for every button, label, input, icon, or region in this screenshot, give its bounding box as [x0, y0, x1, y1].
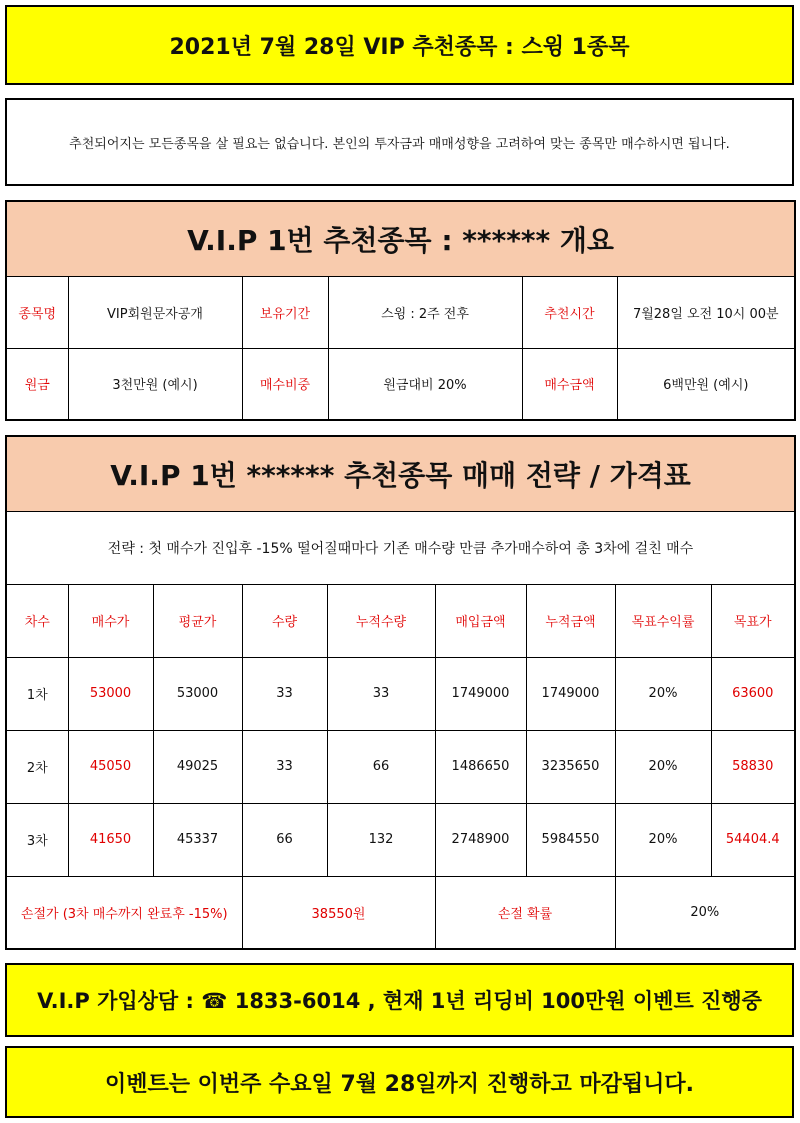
- cell-cum-amount: 3235650: [526, 730, 615, 803]
- consult-text: V.I.P 가입상담 : ☎ 1833-6014 , 현재 1년 리딩비 100만원 이벤트 진행중: [37, 989, 762, 1013]
- col-header-cum-quantity: 누적수량: [327, 584, 435, 657]
- page-title-text: 2021년 7월 28일 VIP 추천종목 : 스윙 1종목: [169, 34, 630, 60]
- cell-purchase-amount: 1486650: [435, 730, 526, 803]
- overview-label-stock-name: 종목명: [6, 276, 68, 348]
- notice-box: [5, 98, 794, 186]
- cell-target-return: 20%: [615, 657, 711, 730]
- overview-label-principal: 원금: [6, 348, 68, 420]
- cell-buy-price: 45050: [68, 730, 153, 803]
- col-header-cum-amount: 누적금액: [526, 584, 615, 657]
- strategy-header: V.I.P 1번 ****** 추천종목 매매 전략 / 가격표: [6, 436, 795, 511]
- cell-target-price: 63600: [711, 657, 795, 730]
- col-header-target-price: 목표가: [711, 584, 795, 657]
- cell-target-return: 20%: [615, 730, 711, 803]
- stoploss-row: [6, 876, 795, 949]
- strategy-note: 전략 : 첫 매수가 진입후 -15% 떨어질때마다 기존 매수량 만큼 추가매수하여 총 3차에 걸친 매수: [6, 511, 795, 584]
- col-header-target-return: 목표수익률: [615, 584, 711, 657]
- overview-label-buy-amount: 매수금액: [522, 348, 617, 420]
- table-row: [6, 730, 795, 803]
- cell-buy-price: 41650: [68, 803, 153, 876]
- col-header-purchase-amount: 매입금액: [435, 584, 526, 657]
- stoploss-value: 38550원: [242, 876, 435, 949]
- cell-purchase-amount: 1749000: [435, 657, 526, 730]
- cell-purchase-amount: 2748900: [435, 803, 526, 876]
- overview-label-rec-time: 추천시간: [522, 276, 617, 348]
- overview-value-buy-amount: 6백만원 (예시): [617, 348, 795, 420]
- cell-avg-price: 53000: [153, 657, 242, 730]
- overview-value-principal: 3천만원 (예시): [68, 348, 242, 420]
- strategy-table: [5, 435, 796, 950]
- col-header-quantity: 수량: [242, 584, 327, 657]
- overview-table: [5, 200, 796, 421]
- overview-value-buy-weight: 원금대비 20%: [328, 348, 522, 420]
- cell-round: 2차: [6, 730, 68, 803]
- col-header-buy-price: 매수가: [68, 584, 153, 657]
- overview-value-stock-name: VIP회원문자공개: [68, 276, 242, 348]
- cell-cum-amount: 5984550: [526, 803, 615, 876]
- consult-banner: [5, 963, 794, 1037]
- cell-target-price: 54404.4: [711, 803, 795, 876]
- col-header-avg-price: 평균가: [153, 584, 242, 657]
- table-row: [6, 657, 795, 730]
- stoploss-prob-value: 20%: [615, 876, 795, 949]
- cell-quantity: 33: [242, 730, 327, 803]
- cell-cum-quantity: 132: [327, 803, 435, 876]
- cell-cum-quantity: 33: [327, 657, 435, 730]
- cell-avg-price: 45337: [153, 803, 242, 876]
- overview-label-buy-weight: 매수비중: [242, 348, 328, 420]
- overview-label-holding-period: 보유기간: [242, 276, 328, 348]
- page-title: [5, 5, 794, 85]
- overview-value-holding-period: 스윙 : 2주 전후: [328, 276, 522, 348]
- cell-quantity: 33: [242, 657, 327, 730]
- strategy-column-headers: [6, 584, 795, 657]
- overview-value-rec-time: 7월28일 오전 10시 00분: [617, 276, 795, 348]
- stoploss-label: 손절가 (3차 매수까지 완료후 -15%): [6, 876, 242, 949]
- cell-avg-price: 49025: [153, 730, 242, 803]
- cell-target-price: 58830: [711, 730, 795, 803]
- table-row: [6, 803, 795, 876]
- cell-cum-amount: 1749000: [526, 657, 615, 730]
- cell-round: 3차: [6, 803, 68, 876]
- event-banner: [5, 1046, 794, 1118]
- cell-target-return: 20%: [615, 803, 711, 876]
- event-text: 이벤트는 이번주 수요일 7월 28일까지 진행하고 마감됩니다.: [104, 1071, 695, 1097]
- cell-cum-quantity: 66: [327, 730, 435, 803]
- cell-quantity: 66: [242, 803, 327, 876]
- overview-header: V.I.P 1번 추천종목 : ****** 개요: [6, 201, 795, 276]
- stoploss-prob-label: 손절 확률: [435, 876, 615, 949]
- notice-text: 추천되어지는 모든종목을 살 필요는 없습니다. 본인의 투자금과 매매성향을 고려하여 맞는 종목만 매수하시면 됩니다.: [69, 136, 730, 152]
- col-header-round: 차수: [6, 584, 68, 657]
- cell-round: 1차: [6, 657, 68, 730]
- cell-buy-price: 53000: [68, 657, 153, 730]
